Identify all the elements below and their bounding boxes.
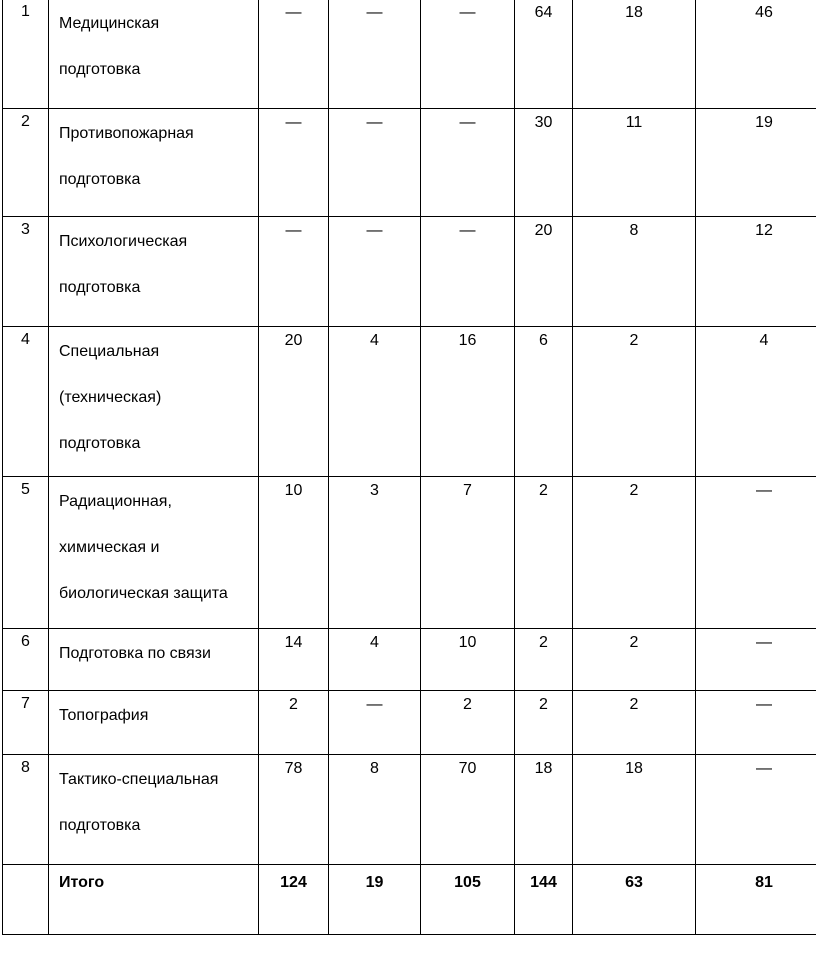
hours-value: 11: [625, 114, 643, 131]
training-hours-table: [2, 0, 816, 935]
hours-cell: [329, 0, 421, 109]
hours-cell: [573, 629, 696, 691]
hours-value: 70: [458, 760, 477, 777]
hours-cell: [421, 109, 515, 217]
subject-name-line: Противопожарная: [59, 125, 194, 142]
subject-name-line: подготовка: [59, 171, 141, 188]
hours-value: 2: [629, 332, 639, 349]
hours-value: —: [285, 4, 302, 21]
hours-value: 18: [534, 760, 553, 777]
row-number: 3: [3, 217, 49, 327]
hours-value: 4: [370, 332, 379, 349]
hours-value: —: [366, 222, 383, 239]
hours-value: 30: [534, 114, 553, 131]
total-value-text: 81: [755, 874, 773, 891]
hours-value: 16: [458, 332, 477, 349]
hours-value: 2: [629, 696, 639, 713]
hours-value: 78: [284, 760, 303, 777]
hours-cell: [421, 327, 515, 477]
hours-cell: [421, 691, 515, 755]
hours-cell: [515, 691, 573, 755]
hours-cell: [573, 109, 696, 217]
subject-name-line: подготовка: [59, 279, 141, 296]
hours-value: 18: [625, 4, 643, 21]
hours-cell: [421, 629, 515, 691]
hours-value: —: [756, 482, 772, 499]
hours-cell: [329, 629, 421, 691]
table-row: [3, 755, 816, 865]
hours-value: 18: [625, 760, 643, 777]
hours-cell: [329, 691, 421, 755]
total-value: [329, 865, 421, 935]
row-number: 1: [3, 0, 49, 109]
hours-value: 8: [370, 760, 379, 777]
subject-name-line: Психологическая: [59, 233, 188, 250]
hours-value: 2: [463, 696, 472, 713]
hours-cell: [259, 477, 329, 629]
hours-cell: [259, 327, 329, 477]
hours-value: —: [366, 4, 383, 21]
hours-cell: [515, 629, 573, 691]
hours-cell: [573, 217, 696, 327]
hours-cell: [259, 629, 329, 691]
total-value-text: 105: [454, 874, 481, 891]
subject-name-line: Топография: [59, 707, 149, 724]
hours-value: 46: [755, 4, 773, 21]
hours-value: —: [756, 696, 772, 713]
hours-value: 2: [289, 696, 298, 713]
hours-value: 10: [284, 482, 303, 499]
hours-value: 19: [755, 114, 773, 131]
hours-cell: [515, 477, 573, 629]
hours-cell: [515, 109, 573, 217]
subject-name-line: (техническая): [59, 389, 162, 406]
subject-name-line: Радиационная,: [59, 493, 172, 510]
hours-value: 2: [539, 696, 548, 713]
table-row: [3, 477, 816, 629]
row-number: 2: [3, 109, 49, 217]
hours-cell: [696, 109, 816, 217]
subject-name-line: Специальная: [59, 343, 160, 360]
hours-cell: [573, 755, 696, 865]
total-value-text: 19: [365, 874, 384, 891]
table-row: [3, 0, 816, 109]
total-value: [515, 865, 573, 935]
total-row: [3, 865, 816, 935]
hours-cell: [515, 217, 573, 327]
hours-cell: [421, 755, 515, 865]
table-row: [3, 327, 816, 477]
total-value: [573, 865, 696, 935]
total-value: [259, 865, 329, 935]
total-value: [421, 865, 515, 935]
row-number: 4: [3, 327, 49, 477]
hours-value: 10: [458, 634, 477, 651]
subject-name-line: химическая и: [59, 539, 160, 556]
row-number: 6: [3, 629, 49, 691]
subject-name-line: биологическая защита: [59, 585, 228, 602]
hours-value: —: [366, 114, 383, 131]
hours-cell: [421, 0, 515, 109]
hours-cell: [696, 327, 816, 477]
subject-name: [49, 755, 259, 865]
hours-cell: [259, 755, 329, 865]
hours-value: 12: [755, 222, 773, 239]
table-row: [3, 629, 816, 691]
hours-cell: [329, 109, 421, 217]
hours-cell: [696, 477, 816, 629]
subject-name: [49, 327, 259, 477]
hours-cell: [329, 217, 421, 327]
subject-name: [49, 0, 259, 109]
hours-cell: [259, 691, 329, 755]
hours-cell: [573, 0, 696, 109]
hours-value: 20: [284, 332, 303, 349]
total-value-text: 144: [530, 874, 557, 891]
hours-cell: [696, 629, 816, 691]
table-row: [3, 691, 816, 755]
hours-value: 2: [539, 482, 548, 499]
subject-name-line: подготовка: [59, 817, 141, 834]
hours-value: —: [459, 4, 476, 21]
subject-name-line: Тактико-специальная: [59, 771, 219, 788]
total-number-cell: [3, 865, 49, 935]
table-row: [3, 109, 816, 217]
subject-name-line: Подготовка по связи: [59, 645, 211, 662]
hours-value: 4: [370, 634, 379, 651]
hours-cell: [515, 0, 573, 109]
hours-value: 14: [284, 634, 303, 651]
hours-value: 8: [629, 222, 639, 239]
hours-cell: [573, 327, 696, 477]
total-value-text: 124: [280, 874, 307, 891]
hours-value: —: [756, 760, 772, 777]
hours-cell: [259, 0, 329, 109]
table-row: [3, 217, 816, 327]
hours-value: —: [459, 114, 476, 131]
hours-value: 2: [629, 482, 639, 499]
subject-name-line: Медицинская: [59, 15, 160, 32]
total-label: Итого: [49, 865, 259, 935]
hours-value: 3: [370, 482, 379, 499]
hours-cell: [421, 477, 515, 629]
row-number: 8: [3, 755, 49, 865]
total-value: [696, 865, 816, 935]
subject-name-line: подготовка: [59, 61, 141, 78]
table-body: [3, 0, 816, 935]
row-number: 5: [3, 477, 49, 629]
hours-cell: [421, 217, 515, 327]
total-value-text: 63: [625, 874, 643, 891]
subject-name: [49, 691, 259, 755]
hours-value: 20: [534, 222, 553, 239]
hours-cell: [696, 217, 816, 327]
hours-value: —: [285, 222, 302, 239]
hours-value: —: [366, 696, 383, 713]
hours-value: 2: [629, 634, 639, 651]
hours-value: 4: [759, 332, 769, 349]
hours-cell: [573, 691, 696, 755]
subject-name: [49, 217, 259, 327]
hours-cell: [259, 217, 329, 327]
hours-cell: [329, 755, 421, 865]
hours-value: 6: [539, 332, 548, 349]
hours-cell: [329, 477, 421, 629]
subject-name: [49, 109, 259, 217]
hours-value: 64: [534, 4, 553, 21]
hours-cell: [573, 477, 696, 629]
hours-cell: [259, 109, 329, 217]
row-number: 7: [3, 691, 49, 755]
hours-cell: [329, 327, 421, 477]
hours-value: —: [285, 114, 302, 131]
subject-name: [49, 629, 259, 691]
hours-cell: [696, 755, 816, 865]
hours-cell: [696, 0, 816, 109]
subject-name: [49, 477, 259, 629]
hours-value: —: [756, 634, 772, 651]
subject-name-line: подготовка: [59, 435, 141, 452]
hours-cell: [515, 327, 573, 477]
hours-cell: [515, 755, 573, 865]
hours-value: 2: [539, 634, 548, 651]
hours-value: 7: [463, 482, 472, 499]
hours-value: —: [459, 222, 476, 239]
hours-cell: [696, 691, 816, 755]
